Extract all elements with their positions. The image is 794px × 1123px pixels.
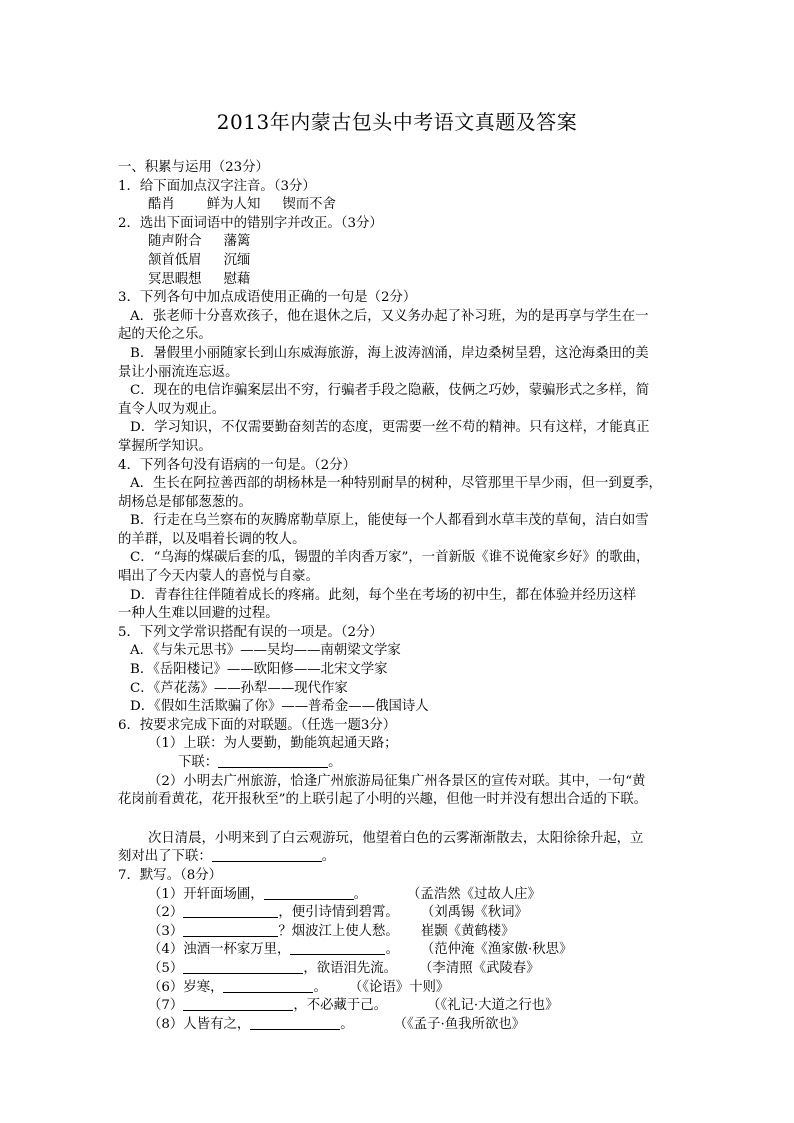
answer-blank: [223, 979, 313, 993]
answer-blank: [183, 997, 293, 1011]
q5-option-c: C．《芦花荡》——孙犁——现代作家: [130, 680, 348, 696]
q7-item: [118, 904, 678, 923]
q6-part3-line1: 次日清晨，小明来到了白云观游玩，他望着白色的云雾渐渐散去，太阳徐徐升起，立: [148, 830, 644, 846]
q7-item-prefix: （5）: [148, 960, 184, 976]
q2-word: 冥思暇想: [148, 271, 202, 287]
q2-word: 沉缅: [223, 252, 251, 268]
q7-item-source: 崔颢《黄鹤楼》: [420, 923, 515, 939]
q7-item-source: （刘禹锡《秋词》: [420, 905, 528, 921]
q7-stem: 7．默写。（8分）: [118, 867, 223, 883]
q7-item-suffix: 。: [340, 1016, 354, 1032]
q7-item-prefix: （2）: [148, 905, 184, 921]
q3-option-a: A．张老师十分喜欢孩子，他在退休之后，又义务办起了补习班，为的是再享与学生在一: [130, 308, 649, 324]
q7-item-source: （范仲淹《渔家傲·秋思》: [420, 942, 573, 958]
q7-item-suffix: ？烟波江上使人愁。: [278, 923, 399, 939]
q4-option-c: C．“乌海的煤碳后套的瓜，锡盟的羊肉香万家”，一首新版《谁不说俺家乡好》的歌曲，: [130, 550, 650, 566]
spacer: [118, 810, 678, 830]
q3-option-d-cont: 掌握所学知识。: [118, 438, 212, 454]
q7-item-suffix: 。: [313, 979, 327, 995]
q7-item-prefix: （4）浊酒一杯家万里，: [148, 942, 291, 958]
q7-item: [118, 941, 678, 960]
q6-part2-line1: （2）小明去广州旅游，恰逢广州旅游局征集广州各景区的宣传对联。其中，一句“黄: [148, 773, 646, 789]
q4-option-d: D．青春往往伴随着成长的疼痛。此刻，每个坐在考场的初中生，都在体验并经历这样: [130, 587, 637, 603]
q2-row: [118, 271, 678, 290]
q4-option-b: B．行走在乌兰察布的灰腾席勒草原上，能使每一个人都看到水草丰茂的草甸，洁白如雪: [130, 513, 649, 529]
q6-part3-label: 刻对出了下联：: [118, 849, 212, 865]
q7-item-prefix: （3）: [148, 923, 184, 939]
q2-word: 慰藉: [223, 271, 251, 287]
q6-part1-upper: （1）上联：为人要勤，勤能筑起通天路；: [148, 736, 398, 752]
q6-part1-lower: [118, 754, 678, 773]
answer-blank: [183, 904, 278, 918]
q7-item: [118, 886, 678, 905]
q6-stem: 6．按要求完成下面的对联题。（任选一题3分）: [118, 717, 397, 733]
punct: 。: [321, 849, 336, 865]
q6-part3-line2: [118, 848, 678, 867]
q6-lower-label: 下联：: [178, 755, 219, 770]
q7-item-source: （《论语》十则》: [348, 979, 450, 995]
answer-blank: [250, 1016, 340, 1030]
section-heading: 一、积累与运用（23分）: [118, 160, 269, 175]
q1-word: 酷肖: [148, 197, 175, 213]
q5-stem: 5．下列文学常识搭配有误的一项是。（2分）: [118, 624, 383, 640]
q7-item-prefix: （8）人皆有之，: [148, 1016, 251, 1032]
q3-option-c-cont: 直令人叹为观止。: [118, 401, 226, 417]
q7-item-source: （《礼记·大道之行也》: [427, 998, 559, 1014]
q3-option-d: D．学习知识，不仅需要勤奋刻苦的态度，更需要一丝不苟的精神。只有这样，才能真正: [130, 420, 650, 436]
answer-blank: [183, 960, 303, 974]
punct: 。: [328, 755, 342, 770]
q3-option-b: B．暑假里小丽随家长到山东威海旅游，海上波涛汹涌，岸边桑树呈碧，这沧海桑田的美: [130, 345, 649, 361]
q2-stem: 2．选出下面词语中的错别字并改正。（3分）: [118, 215, 383, 231]
q7-item: [118, 1016, 678, 1035]
q7-item: [118, 997, 678, 1016]
q3-stem: 3．下列各句中加点成语使用正确的一句是（2分）: [118, 290, 417, 306]
answer-blank: [290, 941, 385, 955]
q7-item-prefix: （7）: [148, 998, 184, 1014]
q4-option-a: A．生长在阿拉善西部的胡杨林是一种特别耐旱的树种，尽管那里干旱少雨，但一到夏季，: [130, 476, 662, 492]
q2-row: [118, 252, 678, 271]
q4-option-d-cont: 一种人生难以回避的过程。: [118, 606, 279, 622]
q2-word: 颔首低眉: [148, 252, 202, 268]
q7-item-suffix: 。: [353, 886, 368, 902]
q4-option-a-cont: 胡杨总是郁郁葱葱的。: [118, 494, 252, 510]
answer-blank: [218, 754, 328, 768]
q7-item-suffix: ，不必藏于己。: [293, 998, 388, 1014]
q3-option-b-cont: 景让小丽流连忘返。: [118, 364, 239, 380]
q2-row: [118, 233, 678, 252]
q7-item: [118, 979, 678, 998]
q1-word: 鲜为人知: [206, 197, 261, 213]
q1-stem: 1．给下面加点汉字注音。（3分）: [118, 178, 316, 194]
q4-stem: 4．下列各句没有语病的一句是。（2分）: [118, 457, 356, 473]
q1-word: 锲而不舍: [282, 197, 336, 213]
q5-option-d: D．《假如生活欺骗了你》——普希金——俄国诗人: [130, 699, 429, 715]
q7-item-suffix: 。: [385, 942, 399, 958]
q5-option-b: B．《岳阳楼记》——欧阳修——北宋文学家: [130, 662, 388, 678]
q7-item-suffix: ，便引诗情到碧霄。: [278, 905, 399, 921]
q1-words: [118, 196, 678, 215]
q7-item: [118, 960, 678, 979]
q7-item-prefix: （6）岁寒，: [148, 979, 224, 995]
q6-part2-line2: 花岗前看黄花，花开报秋至”的上联引起了小明的兴趣，但他一时并没有想出合适的下联。: [118, 792, 648, 808]
document-body: [118, 159, 678, 1034]
answer-blank: [183, 923, 278, 937]
q7-item-source: （《孟子·鱼我所欲也》: [393, 1016, 526, 1032]
q4-option-b-cont: 的羊群，以及唱着长调的牧人。: [118, 531, 306, 547]
answer-blank: [264, 886, 354, 900]
q7-item-source: （孟浩然《过故人庄》: [407, 886, 541, 902]
q7-item-prefix: （1）开轩面场圃，: [148, 886, 264, 902]
document-title: 2013年内蒙古包头中考语文真题及答案: [216, 110, 578, 134]
q7-item-suffix: ，欲语泪先流。: [303, 960, 398, 976]
q7-item-source: （李清照《武陵春》: [419, 960, 540, 976]
answer-blank: [212, 848, 322, 862]
q2-word: 随声附合: [148, 234, 202, 250]
q4-option-c-cont: 唱出了今天内蒙人的喜悦与自豪。: [118, 569, 319, 585]
q3-option-a-cont: 起的天伦之乐。: [118, 327, 212, 343]
q2-word: 藩篱: [223, 234, 251, 250]
q3-option-c: C．现在的电信诈骗案层出不穷，行骗者手段之隐蔽，伎俩之巧妙，蒙骗形式之多样，简: [130, 383, 650, 399]
q7-item: [118, 923, 678, 942]
q5-option-a: A．《与朱元思书》——吴均——南朝梁文学家: [130, 643, 401, 659]
